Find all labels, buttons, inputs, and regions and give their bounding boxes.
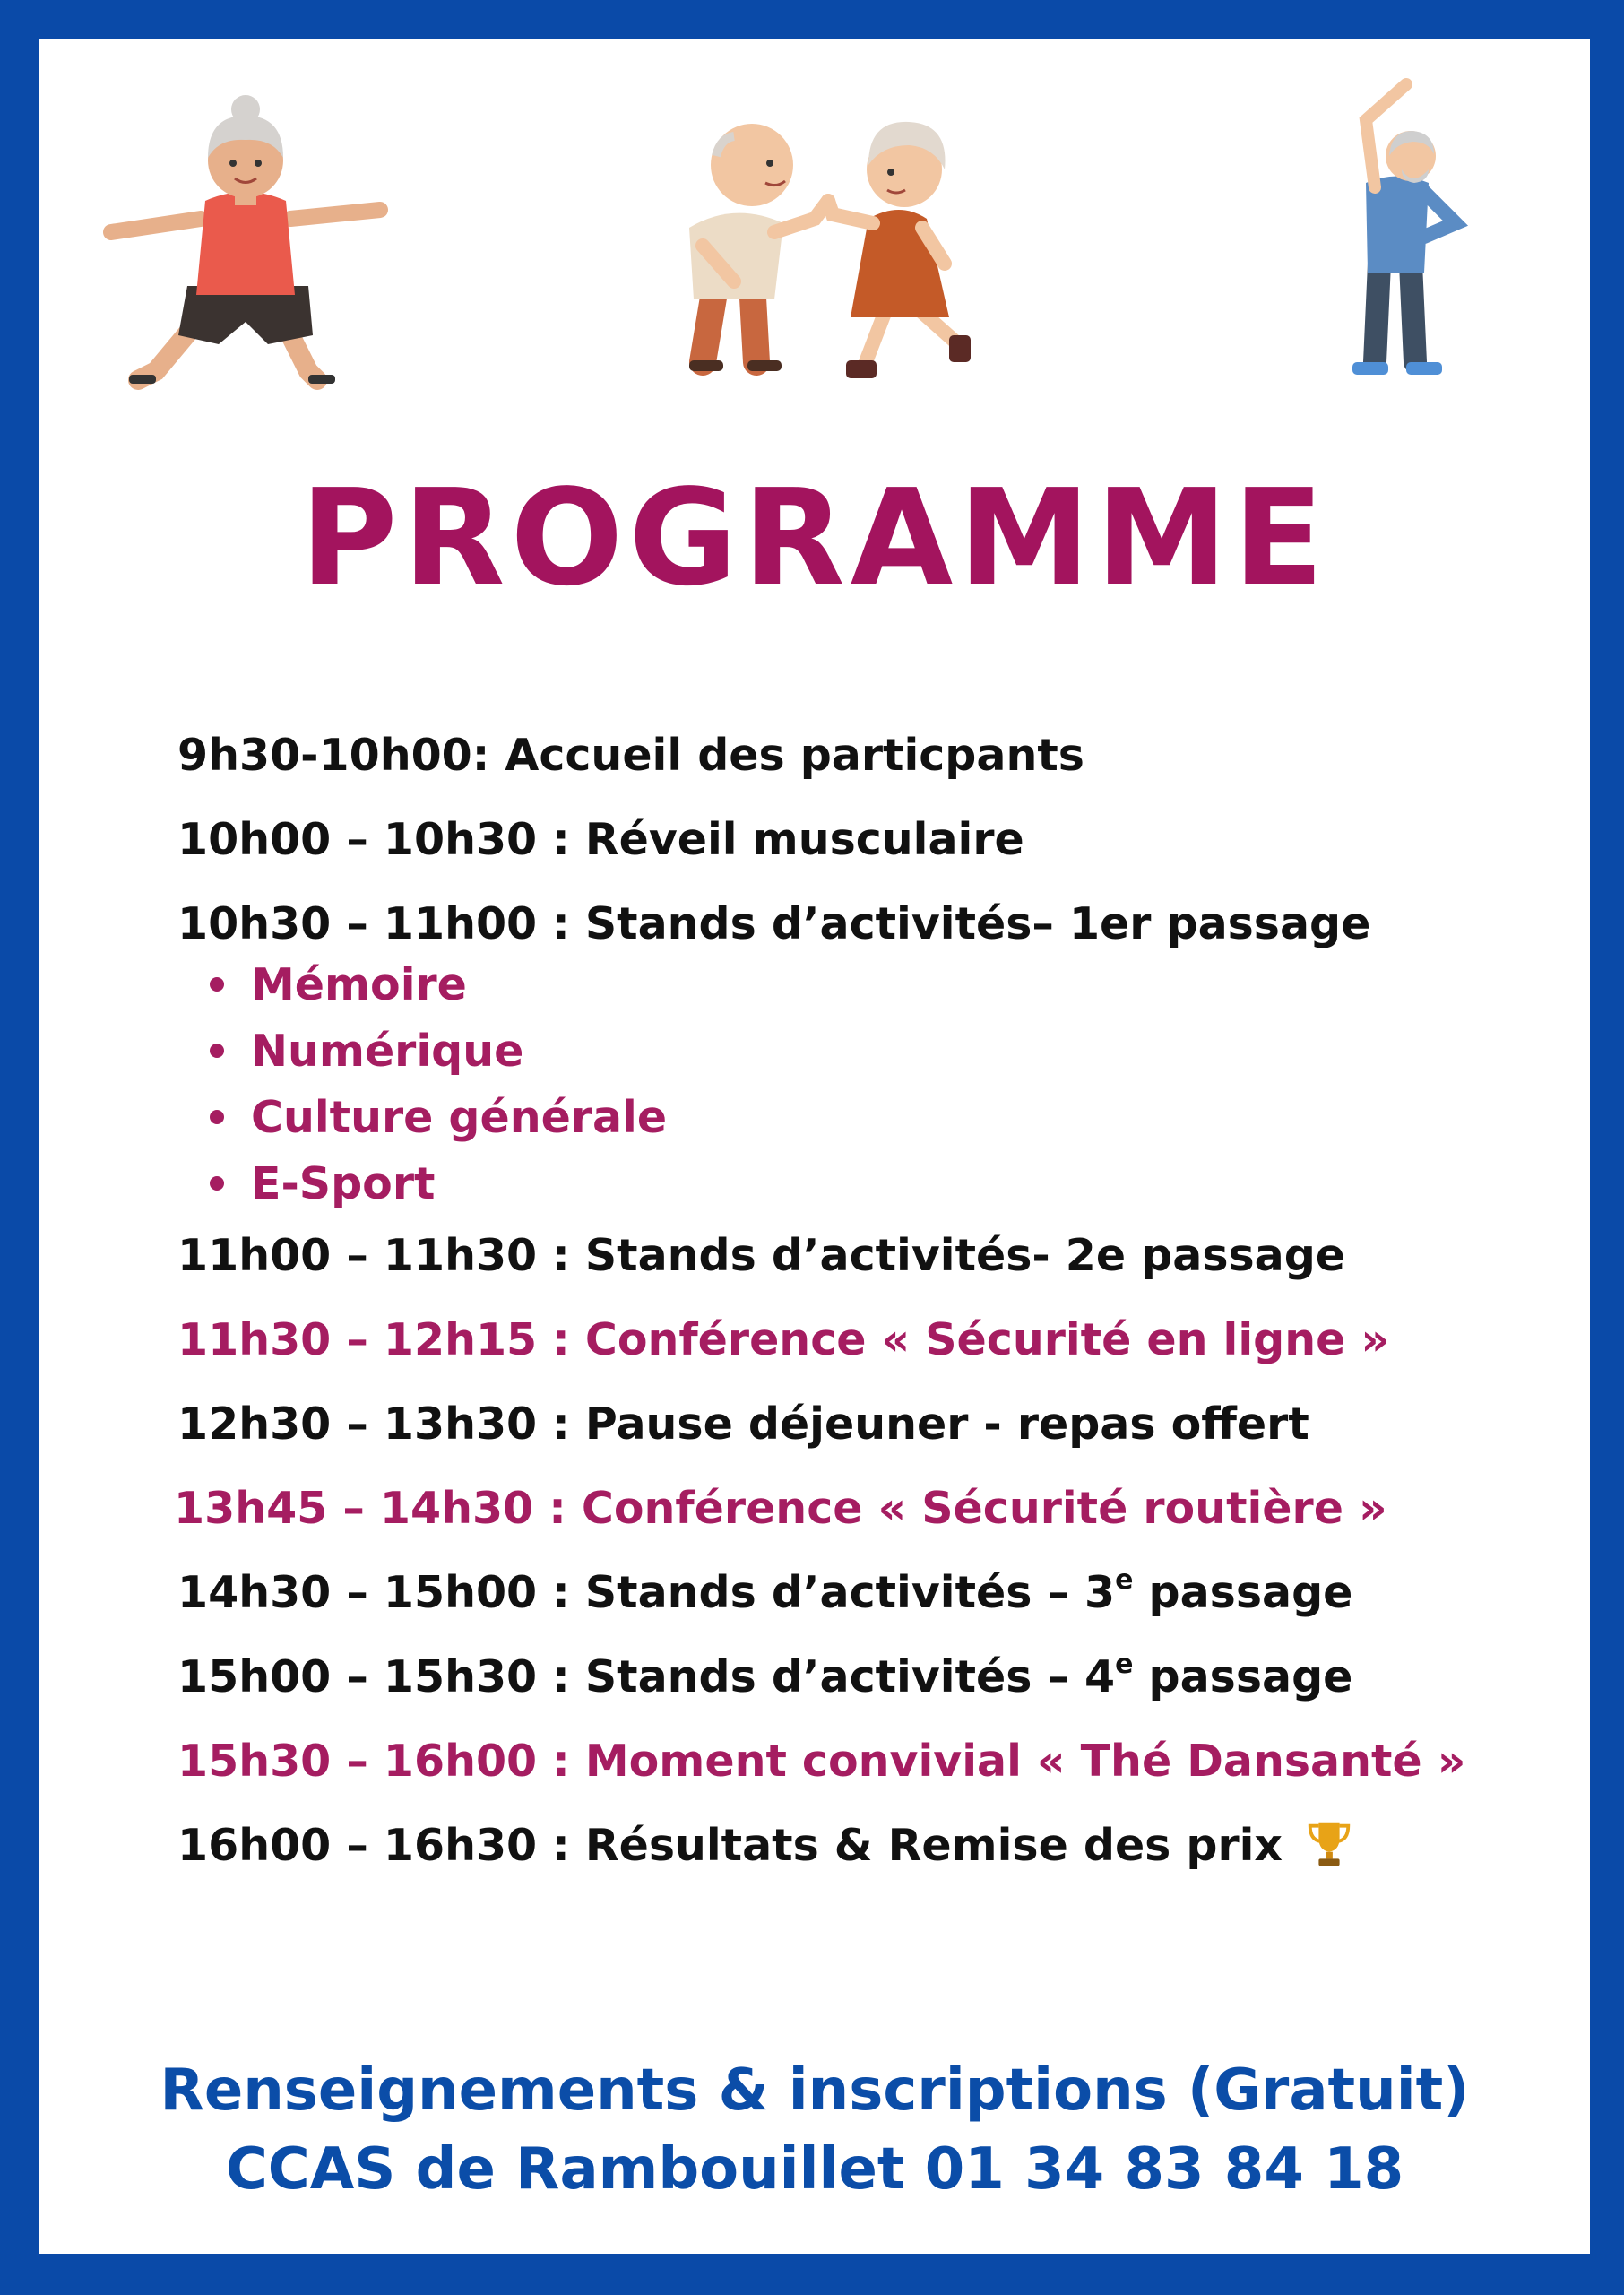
schedule-item-warmup: 10h00 – 10h30 : Réveil musculaire xyxy=(177,814,1024,865)
trophy-icon xyxy=(1303,1817,1355,1869)
bullet-icon xyxy=(210,1110,224,1124)
senior-woman-exercising-illustration xyxy=(102,75,398,398)
schedule-item-stands-3: 14h30 – 15h00 : Stands d’activités – 3e passage xyxy=(177,1563,1353,1618)
activity-list xyxy=(177,952,1540,1217)
activity-item: Culture générale xyxy=(210,1085,1540,1151)
activity-item: Mémoire xyxy=(210,952,1540,1018)
schedule-item-lunch: 12h30 – 13h30 : Pause déjeuner - repas offert xyxy=(177,1399,1309,1450)
activity-item: E-Sport xyxy=(210,1151,1540,1217)
bullet-icon xyxy=(210,1176,224,1191)
footer-info-line: Renseignements & inscriptions (Gratuit) xyxy=(160,2057,1470,2124)
bullet-icon xyxy=(210,977,224,992)
schedule-list xyxy=(174,714,1540,1888)
schedule-item-stands-2: 11h00 – 11h30 : Stands d’activités- 2e passage xyxy=(177,1230,1346,1281)
schedule-item-conference-road: 13h45 – 14h30 : Conférence « Sécurité routière » xyxy=(174,1483,1387,1534)
bullet-icon xyxy=(210,1044,224,1058)
schedule-item-awards: 16h00 – 16h30 : Résultats & Remise des prix xyxy=(177,1804,1540,1888)
page-title: PROGRAMME xyxy=(300,461,1329,615)
senior-couple-dancing-illustration xyxy=(649,66,1025,389)
schedule-item-stands-4: 15h00 – 15h30 : Stands d’activités – 4e passage xyxy=(177,1648,1353,1702)
schedule-item-conference-online: 11h30 – 12h15 : Conférence « Sécurité en ligne » xyxy=(177,1314,1390,1365)
schedule-item-welcome: 9h30-10h00: Accueil des particpants xyxy=(177,730,1084,781)
contact-footer xyxy=(39,2051,1590,2209)
footer-contact-line: CCAS de Rambouillet 01 34 83 84 18 xyxy=(225,2136,1404,2203)
poster-frame xyxy=(39,39,1590,2254)
activity-item: Numérique xyxy=(210,1018,1540,1085)
senior-man-stretching-illustration xyxy=(1303,66,1482,398)
schedule-item-stands-1: 10h30 – 11h00 : Stands d’activités– 1er passage xyxy=(177,898,1371,949)
schedule-item-tea-dance: 15h30 – 16h00 : Moment convivial « Thé Dansanté » xyxy=(177,1736,1466,1787)
